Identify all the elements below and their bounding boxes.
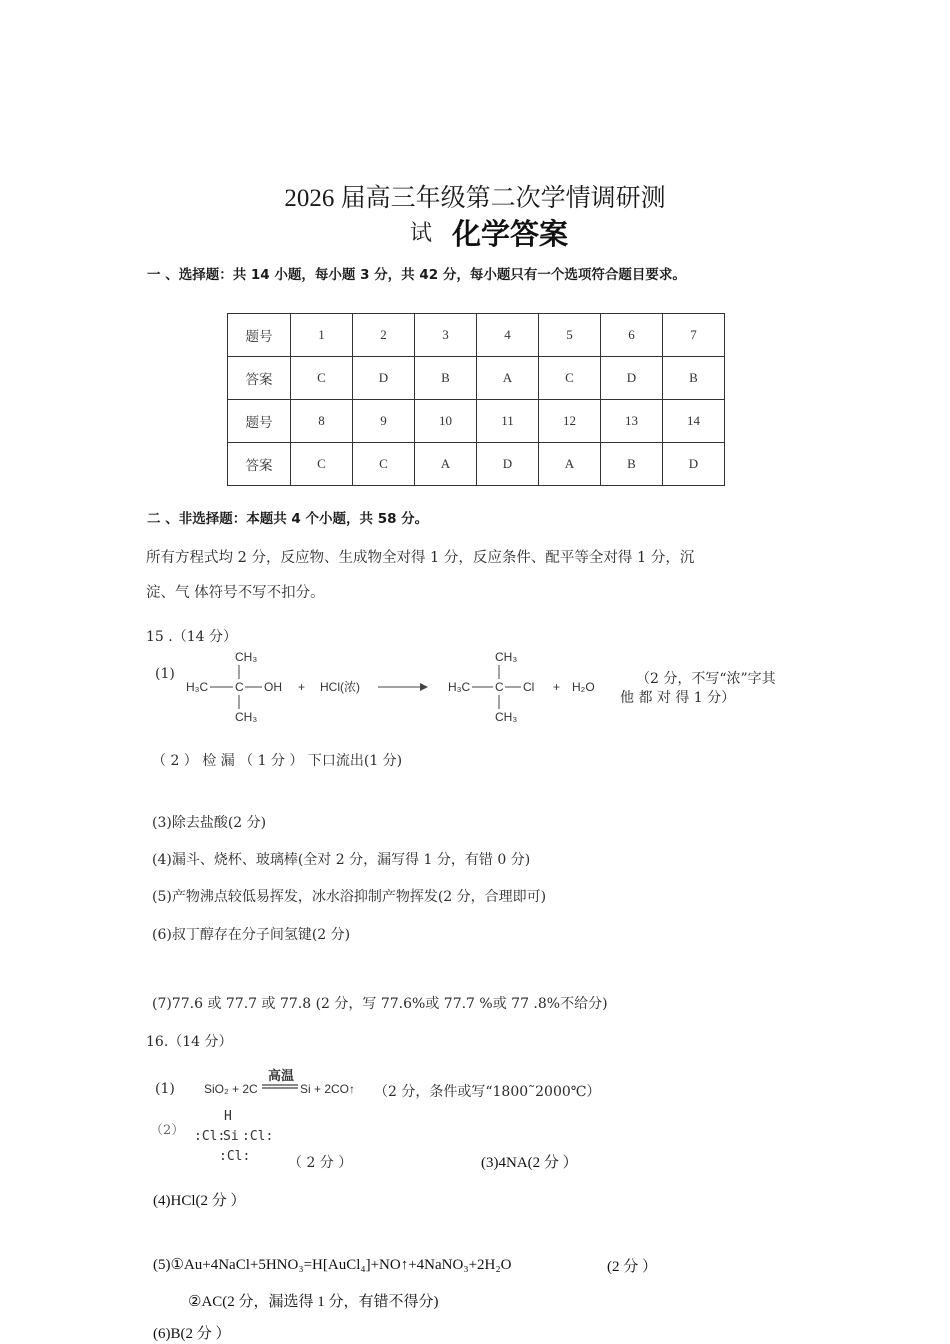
table-cell: 题号 (228, 400, 291, 443)
q16-part5-1-score: (2 分 ） (607, 1259, 657, 1275)
q15-part4: (4)漏斗、烧杯、玻璃棒(全对 2 分，漏写得 1 分，有错 0 分) (152, 852, 531, 868)
molecule-label: H₂O (572, 680, 595, 694)
q16-part3: (3)4NA(2 分 ） (481, 1155, 578, 1171)
molecule-label: H₃C (448, 680, 471, 694)
table-cell: C (353, 443, 415, 486)
table-cell: D (353, 357, 415, 400)
table-cell: 答案 (228, 443, 291, 486)
table-cell: A (415, 443, 477, 486)
q16-part2-score: （ 2 分 ） (288, 1155, 353, 1171)
table-cell: C (291, 443, 353, 486)
q15-part5: (5)产物沸点较低易挥发，冰水浴抑制产物挥发(2 分，合理即可) (152, 889, 547, 905)
table-cell: 1 (291, 314, 353, 357)
page-title: 2026 届高三年级第二次学情调研测 (284, 185, 666, 212)
table-cell: 8 (291, 400, 353, 443)
table-row (228, 314, 725, 357)
scoring-note-line2: 淀、气 体符号不写不扣分。 (146, 585, 325, 601)
atom-label: :Cl: (242, 1129, 274, 1144)
table-cell: 11 (477, 400, 539, 443)
table-cell: 2 (353, 314, 415, 357)
section2-heading: 二 、非选择题：本题共 4 个小题，共 58 分。 (147, 511, 429, 527)
equation-condition: 高温 (268, 1069, 295, 1084)
table-cell: 题号 (228, 314, 291, 357)
table-row (228, 400, 725, 443)
table-cell: 4 (477, 314, 539, 357)
equation-right: Si + 2CO↑ (300, 1082, 356, 1096)
atom-label: H (224, 1109, 232, 1124)
q15-part1-note-line2: 他 都 对 得 1 分） (620, 690, 736, 706)
molecule-label: CH₃ (235, 650, 258, 664)
arrow-icon (420, 683, 428, 691)
table-row (228, 357, 725, 400)
q15-part7: (7)77.6 或 77.7 或 77.8 (2 分，写 77.6%或 77.7 %或 77 .8%不给分) (152, 996, 608, 1012)
equation-left: SiO₂ + 2C (204, 1082, 258, 1096)
q16-part6: (6)B(2 分 ） (153, 1326, 231, 1342)
q15-heading: 15 .（14 分） (146, 629, 237, 645)
table-cell: D (601, 357, 663, 400)
table-cell: A (477, 357, 539, 400)
q15-part1-label: (1) (155, 666, 175, 682)
table-cell: 3 (415, 314, 477, 357)
q15-reaction-equation (180, 645, 620, 727)
answer-table (227, 313, 725, 486)
q16-part5-2: ②AC(2 分，漏选得 1 分，有错不得分) (188, 1294, 439, 1310)
table-cell: 10 (415, 400, 477, 443)
molecule-label: H₃C (186, 680, 209, 694)
q16-heading: 16.（14 分） (146, 1034, 233, 1050)
plus-sign: + (298, 680, 306, 694)
q16-part5-1: (5)①Au+4NaCl+5HNO₃=H[AuCl₄]+NO↑+4NaNO₃+2H₂O (153, 1257, 512, 1273)
atom-label: :Cl: (194, 1129, 226, 1144)
molecule-label: CH₃ (495, 650, 518, 664)
q16-part2-label: （2） (150, 1123, 185, 1138)
q16-part1-note: （2 分，条件或写“1800˜2000℃） (374, 1084, 601, 1100)
q16-equation (200, 1063, 375, 1103)
atom-label: :Cl: (219, 1149, 251, 1164)
molecule-label: C (495, 680, 504, 694)
section1-heading: 一 、选择题：共 14 小题，每小题 3 分，共 42 分，每小题只有一个选项符合题目要求。 (147, 267, 686, 283)
table-cell: D (663, 443, 725, 486)
q16-part4: (4)HCl(2 分 ） (153, 1193, 246, 1209)
molecule-label: Cl (523, 680, 535, 694)
molecule-label: OH (264, 680, 282, 694)
q15-part3: (3)除去盐酸(2 分) (152, 815, 267, 831)
table-cell: 12 (539, 400, 601, 443)
scoring-note-line1: 所有方程式均 2 分，反应物、生成物全对得 1 分，反应条件、配平等全对得 1 分，沉 (146, 550, 695, 566)
page-title-prefix: 试 (410, 221, 433, 246)
table-cell: C (291, 357, 353, 400)
table-cell: B (601, 443, 663, 486)
molecule-label: C (235, 680, 244, 694)
table-cell: 14 (663, 400, 725, 443)
table-cell: D (477, 443, 539, 486)
table-cell: 6 (601, 314, 663, 357)
table-cell: 5 (539, 314, 601, 357)
table-cell: B (663, 357, 725, 400)
molecule-label: CH₃ (495, 710, 518, 724)
table-cell: 7 (663, 314, 725, 357)
reagent-label: HCl(浓) (320, 680, 360, 694)
table-cell: C (539, 357, 601, 400)
plus-sign: + (553, 680, 561, 694)
q15-part2: （ 2 ） 检 漏 （ 1 分 ） 下口流出(1 分) (152, 753, 403, 769)
table-cell: A (539, 443, 601, 486)
q15-part1-note-line1: （2 分，不写“浓”字其 (636, 671, 776, 687)
q16-part1-label: (1) (155, 1081, 175, 1097)
table-cell: B (415, 357, 477, 400)
q15-part6: (6)叔丁醇存在分子间氢键(2 分) (152, 927, 351, 943)
molecule-label: CH₃ (235, 710, 258, 724)
table-cell: 9 (353, 400, 415, 443)
page-subtitle: 化学答案 (452, 217, 569, 251)
sicl3h-electron-formula (190, 1106, 280, 1168)
table-cell: 答案 (228, 357, 291, 400)
table-cell: 13 (601, 400, 663, 443)
atom-label: Si (223, 1129, 239, 1144)
table-row (228, 443, 725, 486)
